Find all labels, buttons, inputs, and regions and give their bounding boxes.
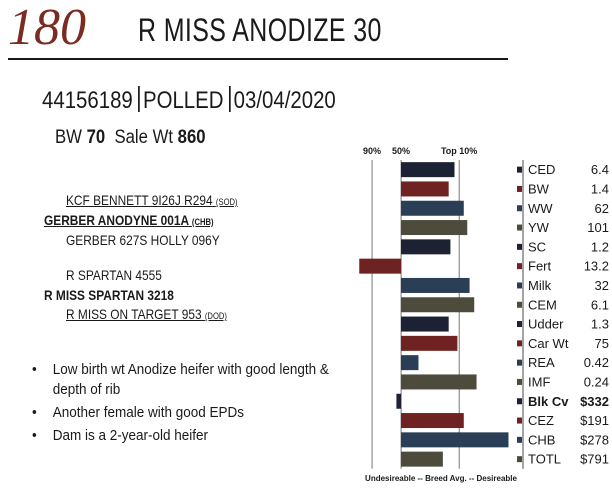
trait-label: CED — [528, 162, 556, 178]
comment-item: • Another female with good EPDs — [32, 404, 245, 421]
lot-number: 180 — [8, 0, 86, 56]
trait-value: 75 — [594, 335, 609, 351]
epd-bar-yw — [401, 220, 467, 235]
legend-marker — [517, 340, 522, 346]
trait-label: CEZ — [528, 413, 554, 429]
trait-label: YW — [528, 220, 549, 236]
epd-bar-ced — [401, 162, 454, 177]
epd-bar-imf — [401, 374, 476, 389]
legend-marker — [517, 321, 522, 327]
trait-label: CEM — [528, 297, 557, 313]
epd-bar-udder — [401, 317, 449, 332]
legend-marker — [517, 360, 522, 366]
trait-value: 6.4 — [590, 162, 609, 178]
trait-value: 1.3 — [590, 316, 609, 332]
legend-marker — [517, 437, 522, 443]
sale-wt-value: 860 — [177, 127, 206, 148]
epd-bar-milk — [401, 278, 470, 293]
pedigree-sire-dam: GERBER 627S HOLLY 096Y — [66, 232, 220, 248]
separator-bar — [138, 86, 140, 112]
trait-value: 13.2 — [583, 258, 609, 274]
separator-bar — [229, 86, 231, 112]
trait-value: 62 — [594, 200, 609, 216]
animal-name: R MISS ANODIZE 30 — [138, 12, 382, 48]
epd-bar-ww — [401, 201, 464, 216]
trait-value: 0.42 — [583, 355, 609, 371]
chart-bars — [359, 162, 508, 467]
trait-value: $332 — [580, 393, 609, 409]
epd-bar-car-wt — [401, 336, 457, 351]
trait-value: $791 — [580, 451, 609, 467]
epd-bar-cem — [401, 297, 474, 312]
legend-marker — [517, 263, 522, 269]
percentile-label: 50% — [392, 146, 411, 156]
trait-value: 101 — [587, 220, 609, 236]
epd-bar-cez — [401, 413, 464, 428]
epd-bar-bw — [401, 181, 449, 196]
bw-label: BW — [55, 127, 82, 148]
legend-marker — [517, 302, 522, 308]
trait-label: BW — [528, 181, 549, 197]
trait-label: SC — [528, 239, 547, 255]
comment-item: • Low birth wt Anodize heifer with good length & depth of rib — [32, 361, 329, 398]
epd-bar-chb — [401, 432, 508, 447]
trait-value: 1.2 — [590, 239, 609, 255]
trait-label: CHB — [528, 432, 556, 448]
trait-label: WW — [528, 200, 553, 216]
trait-value: 0.24 — [583, 374, 609, 390]
legend-marker — [517, 418, 522, 424]
comments-list — [32, 360, 352, 449]
bullet-icon: • — [32, 361, 37, 378]
trait-label: Blk Cv — [528, 393, 569, 409]
legend-marker — [517, 244, 522, 250]
trait-label: REA — [528, 355, 555, 371]
chart-labels — [517, 162, 609, 467]
percentile-label: Top 10% — [440, 146, 478, 156]
epd-bar-sc — [401, 239, 450, 254]
trait-label: Milk — [528, 277, 552, 293]
trait-label: IMF — [528, 374, 551, 390]
trait-label: Fert — [528, 258, 552, 274]
legend-marker — [517, 225, 522, 231]
legend-marker — [517, 205, 522, 211]
trait-value: 1.4 — [590, 181, 609, 197]
polled-status: POLLED — [142, 87, 224, 114]
title-rule — [8, 58, 508, 60]
sale-wt-label: Sale Wt — [114, 127, 174, 148]
pedigree-dam-dam: R MISS ON TARGET 953 (DOD) — [66, 306, 227, 322]
epd-bar-rea — [401, 355, 418, 370]
pedigree-dam-sire: R SPARTAN 4555 — [66, 267, 162, 283]
trait-value: $278 — [580, 432, 609, 448]
legend-marker — [517, 167, 522, 173]
legend-marker — [517, 379, 522, 385]
registration-line — [42, 86, 336, 113]
pedigree-dam: R MISS SPARTAN 3218 — [44, 287, 174, 303]
epd-chart — [335, 140, 612, 490]
trait-value: 32 — [594, 277, 609, 293]
trait-value: $191 — [580, 413, 609, 429]
epd-bar-totl — [401, 452, 443, 467]
weights-line — [55, 127, 206, 149]
trait-label: TOTL — [528, 451, 561, 467]
epd-bar-blk-cv — [396, 394, 401, 409]
bullet-icon: • — [32, 427, 37, 444]
legend-marker — [517, 456, 522, 462]
epd-bar-fert — [359, 259, 401, 274]
trait-label: Car Wt — [528, 335, 569, 351]
comment-item: • Dam is a 2-year-old heifer — [32, 427, 209, 444]
pedigree-sire-sire: KCF BENNETT 9I26J R294 (SOD) — [66, 192, 238, 208]
bullet-icon: • — [32, 404, 37, 421]
birth-date: 03/04/2020 — [233, 87, 336, 114]
chart-footer: Undesireable -- Breed Avg. -- Desireable — [365, 473, 517, 483]
legend-marker — [517, 398, 522, 404]
pedigree-sire: GERBER ANODYNE 001A (CHB) — [44, 212, 214, 228]
trait-value: 6.1 — [590, 297, 609, 313]
percentile-label: 90% — [363, 146, 382, 156]
trait-label: Udder — [528, 316, 564, 332]
legend-marker — [517, 186, 522, 192]
legend-marker — [517, 282, 522, 288]
registration-number: 44156189 — [42, 87, 133, 114]
bw-value: 70 — [86, 127, 106, 148]
